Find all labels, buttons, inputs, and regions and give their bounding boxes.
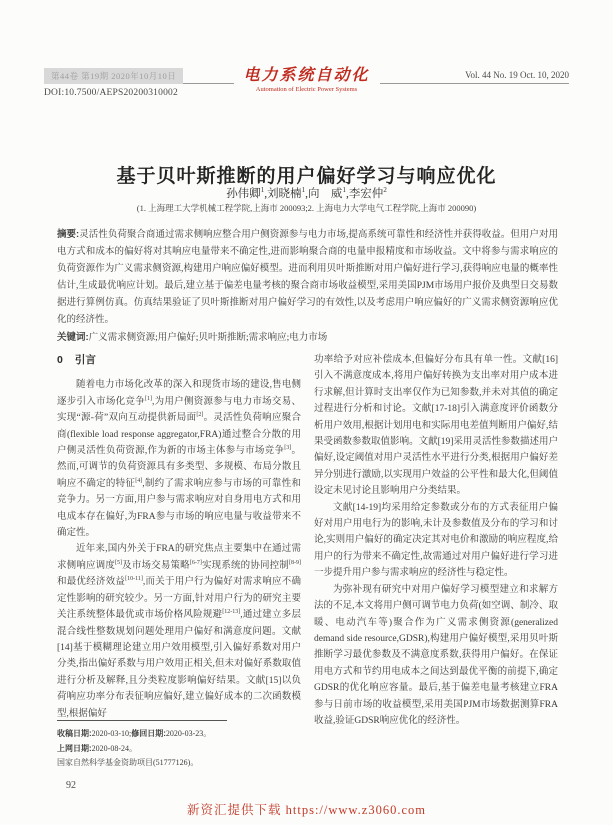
text-run: , [264,188,268,200]
text-run: 2020-08-24。 [91,743,137,753]
paragraph [57,377,301,541]
journal-header [44,66,569,112]
journal-logo-chinese: 电力系统自动化 [243,67,370,84]
text-run: 。灵活性负荷响应聚合商(flexible load response aggregator,FRA)通过整合分散的用户侧灵活性负荷资源,作为新的市场主体参与市场竞争 [57,413,301,457]
right-column-text [314,352,558,729]
citation-superscript: [6-7] [189,559,202,566]
paragraph [57,541,301,721]
citation-superscript: 1 [301,186,306,195]
text-run: 上网日期: [57,743,92,753]
text-run: 关键词: [57,332,89,343]
text-run: 近年来,国内外关于FRA的研究焦点主要集中在通过需求侧响应调度 [57,544,301,571]
text-run: 为弥补现有研究中对用户偏好学习模型建立和求解方法的不足,本文将用户侧可调节电力负荷(如空调、制冷、取暖、电动汽车等)聚合作为广义需求侧资源(generalized demand side resource,GDSR),构建用户偏好模型,采用贝叶斯推断学习最优参数及不满意度系数,获得用户偏好。在保证用电方式和节约用电成本之间达到最优平衡的前提下,确定GDSR的优化响应容量。最后,基于偏差电量考核建立FRA参与日前市场的收益模型,采用美国PJM市场数据测算FRA收益,验证GDSR响应优化的经济性。 [314,584,558,726]
footnote-rule [57,720,227,721]
citation-superscript: [10-11] [125,576,143,583]
text-run: 向 威 [307,188,343,200]
text-run: 刘晓楠 [267,188,302,200]
article-title: 基于贝叶斯推断的用户偏好学习与响应优化 [116,165,497,187]
watermark-download-link[interactable]: 新资汇提供下载 https://www.z3060.com [187,803,426,817]
text-run: , [305,188,308,200]
text-run: 和最优经济效益 [57,577,126,588]
text-run: 随着电力市场化改革的深入和现货市场的建设,售电侧逐步引入市场化竞争 [57,380,301,407]
text-run: 修回日期: [131,729,166,738]
citation-superscript: [8-9] [288,559,301,566]
page-number: 92 [66,780,76,791]
keywords-line [57,329,558,347]
text-run: , [345,188,349,200]
citation-superscript: [3] [284,444,292,451]
text-run: 收稿日期: [57,729,92,738]
citation-superscript: [1] [144,395,152,402]
volume-issue-english: Vol. 44 No. 19 Oct. 10, 2020 [465,70,569,80]
doi-text: DOI:10.7500/AEPS20200310002 [44,88,178,98]
paragraph [57,756,307,771]
section-title: 引言 [74,354,96,366]
journal-logo-english: Automation of Electric Power Systems [255,86,358,93]
footnote-block [57,720,307,771]
text-run: 摘要: [57,229,80,240]
footnote-text [57,727,307,771]
section-number: 0 [57,354,63,366]
text-run: 广义需求侧资源;用户偏好;贝叶斯推断;需求响应;电力市场 [88,333,328,343]
abstract-block [57,226,558,347]
author-line [0,185,613,201]
text-run: 国家自然科学基金资助项目(51777126)。 [57,758,199,767]
left-column-text [57,377,301,722]
paragraph [57,727,307,742]
citation-superscript: 1 [342,186,346,195]
right-column [314,352,558,729]
text-run: 孙伟卿 [226,188,261,200]
text-run: ,通过建立多层混合线性整数规划问题处理用户偏好和满意度问题。文献[14]基于模糊理论建立用户效用模型,引入偏好系数对用户分类,指出偏好系数与用户效用正相关,但未对偏好系数取值进行分析及解释,且分类粒度影响偏好结果。文献[15]以负荷响应功率分布表征响应偏好,建立偏好成本的二次函数模型,根据偏好 [57,610,301,719]
text-run: 。然而,可调节的负荷资源具有多类型、多规模、布局分散且响应不确定的特征 [57,446,301,489]
citation-superscript: 1 [260,186,265,195]
text-run: 灵活性负荷聚合商通过需求侧响应整合用户侧资源参与电力市场,提高系统可靠性和经济性并获得收益。但用户对用电方式和成本的偏好将对其响应电量带来不确定性,进而影响聚合商的电量申报精度和市场收益。文中将参与需求响应的负荷资源作为广义需求侧资源,构建用户响应偏好模型。进而利用贝叶斯推断对用户偏好进行学习,获得响应电量的概率性估计,生成最优响应计划。最后,建立基于偏差电量考核的聚合商市场收益模型,采用美国PJM市场用户报价及典型日交易数据进行算例仿真。仿真结果验证了贝叶斯推断对用户偏好学习的有效性,以及考虑用户响应偏好的广义需求侧资源响应优化的经济性。 [57,230,558,325]
text-run: ,为用户侧资源参与电力市场交易、实现“源-荷”双向互动提供新局面 [57,396,301,424]
text-run: ,而关于用户行为偏好对需求响应不确定性影响的研究较少。另一方面,针对用户行为的研究主要关注系统整体最优或市场价格风险规避 [57,577,301,621]
citation-superscript: [5] [115,559,122,566]
journal-logo [233,62,379,93]
paragraph [314,500,558,582]
paragraph [314,352,558,500]
left-column [57,352,301,722]
text-run: ,制约了需求响应参与市场的可靠性和竞争力。另一方面,用户参与需求响应对自身用电方式和用电成本存在偏好,为FRA参与市场的响应电量与收益带来不确定性。 [57,478,301,539]
paragraph [314,582,558,730]
abstract-paragraph [57,226,558,329]
affiliation-line: (1. 上海理工大学机械工程学院,上海市 200093;2. 上海电力大学电气工程学院,上海市 200090) [136,203,477,213]
paragraph [57,742,307,757]
body-columns [57,352,558,777]
text-run: 2020-03-23。 [165,729,212,738]
citation-superscript: [4] [135,477,143,484]
text-run: 文献[14-19]均采用给定参数或分布的方式表征用户偏好对用户用电行为的影响,未计及参数值及分布的学习和讨论,实则用户偏好的确定决定其对电价和激励的响应程度,给用户的行为带来不确定性,故需通过对用户偏好进行学习进一步提升用户参与需求响应的经济性与稳定性。 [314,502,558,579]
text-run: 李宏仲 [348,188,384,200]
citation-superscript: 2 [383,186,387,195]
text-run: 功率给予对应补偿成本,但偏好分布具有单一性。文献[16]引入不满意度成本,将用户偏好转换为支出率对用户成本进行求解,但计算时支出率仅作为已知参数,并未对其值的确定过程进行分析和讨论。文献[17-18]引入满意度评价函数分析用户效用,根据计划用电和实际用电差值判断用户偏好,结果受函数参数取值影响。文献[19]采用灵活性参数描述用户偏好,设定阈值对用户灵活性水平进行分类,根据用户偏好差异分别进行激励,以实现用户效益的公平性和最大化,但阈值设定未见讨论且影响用户分类结果。 [314,355,558,497]
section-heading-introduction [57,352,301,368]
issue-info-box: 第44卷 第19期 2020年10月10日 [44,68,183,84]
text-run: 实现系统的协同控制 [201,560,289,571]
citation-superscript: [2] [196,412,204,419]
citation-superscript: [12-13] [222,608,241,615]
text-run: 2020-03-10; [91,729,132,738]
text-run: 及市场交易策略 [122,560,190,571]
